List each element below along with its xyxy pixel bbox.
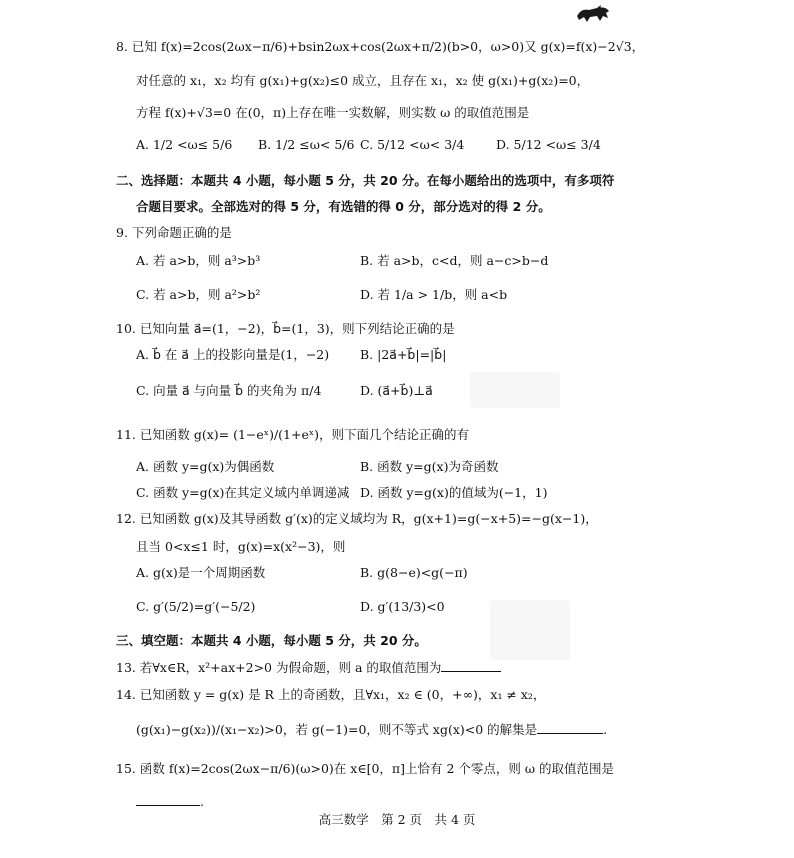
q11-option-c: C. 函数 y=g(x)在其定义域内单调递减 — [136, 485, 350, 500]
q8-option-b: B. 1/2 ≤ω< 5/6 — [258, 137, 355, 152]
q12-option-a: A. g(x)是一个周期函数 — [136, 565, 266, 580]
q8-option-d: D. 5/12 <ω≤ 3/4 — [496, 137, 601, 152]
q14-stem: (g(x₁)−g(x₂))/(x₁−x₂)>0，若 g(−1)=0，则不等式 xg(x)<0 的解集是 — [136, 722, 538, 737]
section2-instruction: 合题目要求。全部选对的得 5 分，有选错的得 0 分，部分选对的得 2 分。 — [136, 199, 551, 214]
bull-logo-icon — [575, 4, 611, 24]
q10-option-b: B. |2a⃗+b⃗|=|b⃗| — [360, 347, 447, 362]
q10-stem: 10. 已知向量 a⃗=(1，−2)，b⃗=(1，3)，则下列结论正确的是 — [116, 321, 455, 336]
q12-line1: 12. 已知函数 g(x)及其导函数 g′(x)的定义域均为 R，g(x+1)=g(−x+5)=−g(x−1)， — [116, 511, 598, 526]
q13-text — [116, 658, 501, 677]
q10-option-a: A. b⃗ 在 a⃗ 上的投影向量是(1，−2) — [136, 347, 330, 362]
q8-option-a: A. 1/2 <ω≤ 5/6 — [136, 137, 233, 152]
q15-answer-blank[interactable] — [136, 792, 200, 806]
q11-option-d: D. 函数 y=g(x)的值域为(−1，1) — [360, 485, 548, 500]
q8-option-c: C. 5/12 <ω< 3/4 — [360, 137, 465, 152]
q8-line2: 对任意的 x₁，x₂ 均有 g(x₁)+g(x₂)≤0 成立，且存在 x₁，x₂ 使 g(x₁)+g(x₂)=0， — [136, 73, 590, 88]
q15-line2: . — [136, 792, 204, 811]
q10-option-d: D. (a⃗+b⃗)⊥a⃗ — [360, 383, 433, 398]
q12-option-d: D. g′(13/3)<0 — [360, 599, 445, 614]
q12-option-b: B. g(8−e)<g(−π) — [360, 565, 468, 580]
q14-line1: 14. 已知函数 y = g(x) 是 R 上的奇函数，且∀x₁，x₂ ∈ (0，+∞)，x₁ ≠ x₂， — [116, 687, 546, 702]
page-smudge — [490, 600, 570, 660]
q11-option-b: B. 函数 y=g(x)为奇函数 — [360, 459, 499, 474]
section3-title: 三、填空题：本题共 4 小题，每小题 5 分，共 20 分。 — [116, 633, 427, 648]
q12-line2: 且当 0<x≤1 时，g(x)=x(x²−3)，则 — [136, 539, 346, 554]
q9-option-c: C. 若 a>b，则 a²>b² — [136, 287, 261, 302]
page-smudge — [470, 372, 560, 408]
section2-title: 二、选择题：本题共 4 小题，每小题 5 分，共 20 分。在每小题给出的选项中，有多项符 — [116, 173, 615, 188]
q12-option-c: C. g′(5/2)=g′(−5/2) — [136, 599, 256, 614]
q11-stem: 11. 已知函数 g(x)= (1−eˣ)/(1+eˣ)，则下面几个结论正确的有 — [116, 427, 470, 442]
q14-line2: (g(x₁)−g(x₂))/(x₁−x₂)>0，若 g(−1)=0，则不等式 xg(x)<0 的解集是 . — [136, 722, 608, 737]
q9-option-b: B. 若 a>b，c<d，则 a−c>b−d — [360, 253, 549, 268]
q8-line3: 方程 f(x)+√3=0 在(0，π)上存在唯一实数解，则实数 ω 的取值范围是 — [136, 105, 530, 120]
page-footer: 高三数学 第 2 页 共 4 页 — [318, 812, 476, 827]
q13-answer-blank[interactable] — [441, 658, 501, 672]
q13-stem: 13. 若∀x∈R，x²+ax+2>0 为假命题，则 a 的取值范围为 — [116, 660, 442, 675]
q9-option-d: D. 若 1/a > 1/b，则 a<b — [360, 287, 508, 302]
q9-stem: 9. 下列命题正确的是 — [116, 225, 232, 240]
q11-option-a: A. 函数 y=g(x)为偶函数 — [136, 459, 275, 474]
q8-line1: 8. 已知 f(x)=2cos(2ωx−π/6)+bsin2ωx+cos(2ωx+π/2)(b>0，ω>0)又 g(x)=f(x)−2√3， — [116, 39, 645, 54]
q15-line1: 15. 函数 f(x)=2cos(2ωx−π/6)(ω>0)在 x∈[0，π]上恰有 2 个零点，则 ω 的取值范围是 — [116, 761, 615, 776]
q9-option-a: A. 若 a>b，则 a³>b³ — [136, 253, 261, 268]
q10-option-c: C. 向量 a⃗ 与向量 b⃗ 的夹角为 π/4 — [136, 383, 322, 398]
q14-answer-blank[interactable] — [537, 720, 603, 734]
